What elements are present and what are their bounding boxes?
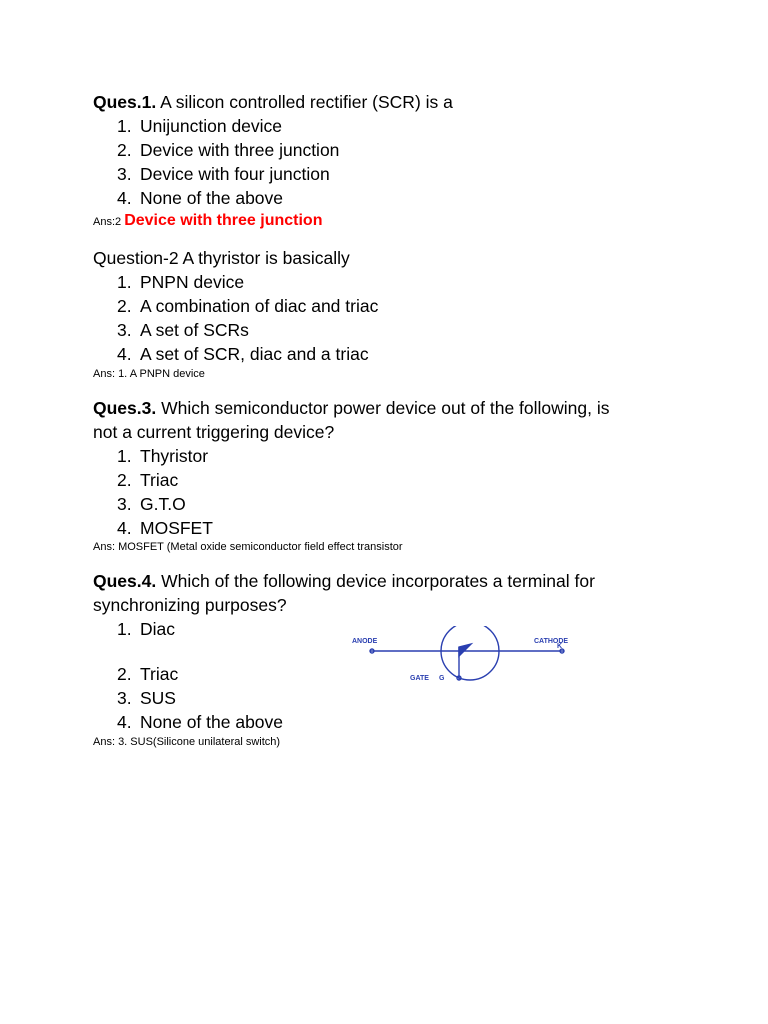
option-number: 2.: [117, 140, 132, 160]
option-number: 1.: [117, 446, 132, 466]
option-text: Device with four junction: [140, 164, 330, 184]
option-number: 1.: [117, 272, 132, 292]
q1-option-3: [117, 162, 330, 186]
question-4: [93, 569, 693, 617]
sus-symbol-diagram: [348, 626, 590, 684]
option-number: 1.: [117, 619, 132, 639]
gate-label: GATE: [410, 675, 429, 682]
q4-option-3: [117, 686, 176, 710]
question-3-line1: Which semiconductor power device out of the following, is: [156, 398, 610, 418]
question-2: Question-2 A thyristor is basically: [93, 248, 350, 268]
option-number: 3.: [117, 164, 132, 184]
q3-option-3: [117, 492, 186, 516]
option-text: A combination of diac and triac: [140, 296, 379, 316]
question-4-label: Ques.4.: [93, 571, 157, 591]
option-text: SUS: [140, 688, 176, 708]
option-text: None of the above: [140, 712, 284, 732]
option-text: A set of SCRs: [140, 320, 249, 340]
q2-option-2: [117, 294, 378, 318]
q2-option-4: [117, 342, 369, 366]
anode-label: ANODE: [352, 638, 378, 645]
question-1: [93, 90, 693, 114]
option-text: Triac: [140, 664, 179, 684]
question-3: [93, 396, 693, 444]
option-number: 3.: [117, 688, 132, 708]
question-1-text: A silicon controlled rectifier (SCR) is a: [156, 92, 453, 112]
option-number: 3.: [117, 494, 132, 514]
q3-option-2: [117, 468, 178, 492]
cathode-label: CATHODE: [534, 638, 569, 645]
q1-answer: [93, 214, 322, 229]
option-text: MOSFET: [140, 518, 213, 538]
q1-option-4: [117, 186, 283, 210]
option-number: 4.: [117, 188, 132, 208]
device-circle: [441, 626, 499, 680]
q1-option-2: [117, 138, 339, 162]
option-number: 4.: [117, 518, 132, 538]
question-3-label: Ques.3.: [93, 398, 157, 418]
q4-option-1: [117, 617, 175, 641]
q1-answer-text: Device with three junction: [124, 212, 323, 229]
q1-option-1: [117, 114, 282, 138]
q4-option-4: [117, 710, 283, 734]
cathode-mark: K: [557, 643, 563, 650]
option-text: Unijunction device: [140, 116, 283, 136]
q2-option-1: [117, 270, 244, 294]
option-text: PNPN device: [140, 272, 245, 292]
option-text: Thyristor: [140, 446, 209, 466]
option-text: Diac: [140, 619, 176, 639]
option-text: Triac: [140, 470, 179, 490]
q2-option-3: [117, 318, 249, 342]
option-text: A set of SCR, diac and a triac: [140, 344, 369, 364]
option-text: G.T.O: [140, 494, 186, 514]
question-4-line1: Which of the following device incorporates a terminal for: [156, 571, 595, 591]
option-text: Device with three junction: [140, 140, 340, 160]
option-number: 4.: [117, 712, 132, 732]
question-4-line2: synchronizing purposes?: [93, 595, 287, 615]
question-3-line2: not a current triggering device?: [93, 422, 335, 442]
question-1-label: Ques.1.: [93, 92, 157, 112]
q2-answer: Ans: 1. A PNPN device: [93, 368, 205, 380]
option-text: None of the above: [140, 188, 284, 208]
option-number: 1.: [117, 116, 132, 136]
q3-option-4: [117, 516, 213, 540]
option-number: 2.: [117, 470, 132, 490]
q3-option-1: [117, 444, 208, 468]
q4-answer: Ans: 3. SUS(Silicone unilateral switch): [93, 736, 281, 748]
device-triangle: [459, 644, 471, 656]
option-number: 3.: [117, 320, 132, 340]
option-number: 2.: [117, 664, 132, 684]
q3-answer: Ans: MOSFET (Metal oxide semiconductor field effect transistor: [93, 541, 403, 553]
gate-mark: G: [439, 675, 445, 682]
option-number: 4.: [117, 344, 132, 364]
option-number: 2.: [117, 296, 132, 316]
q4-option-2: [117, 662, 178, 686]
q1-answer-prefix: Ans:2: [93, 216, 122, 228]
